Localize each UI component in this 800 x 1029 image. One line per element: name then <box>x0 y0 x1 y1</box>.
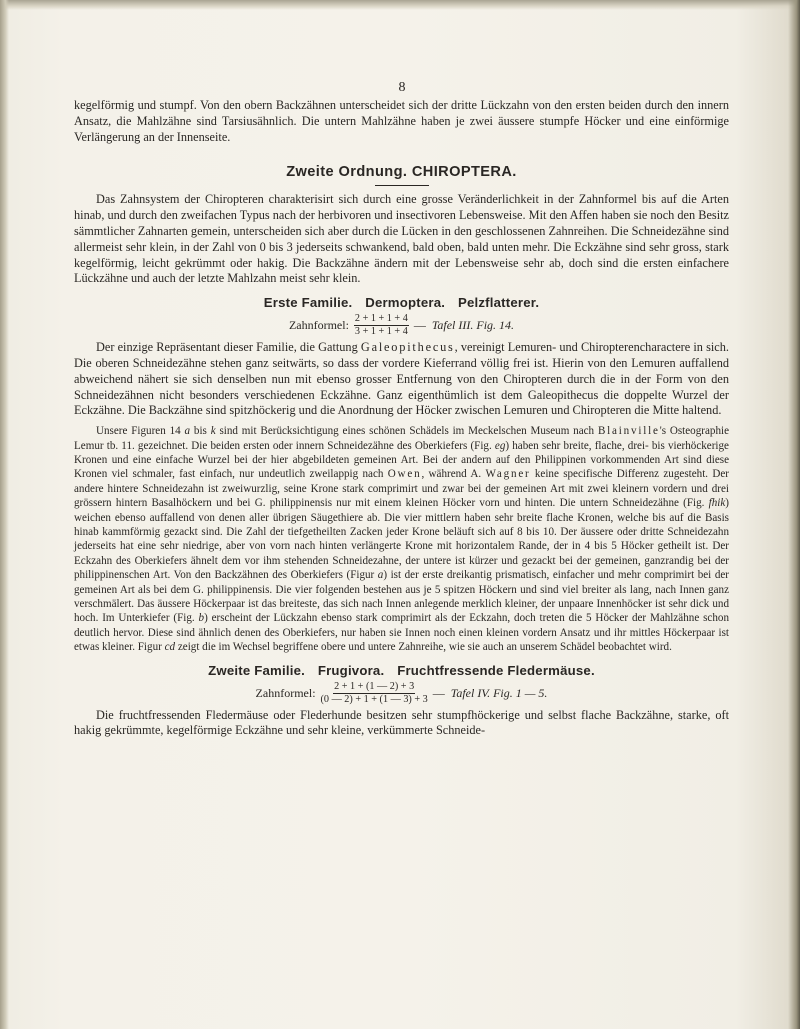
text-run: ) ist der erste dreikantig prismatisch, einfacher und mehr comprimirt bei der gemeinen Art als bei dem G. philippinensis. Die vier folgenden bestehen aus je 5 spitzen Höckern und sind viel breiter als lang, nach Innen ganz verschmälert. Das äussere Höckerpaar ist das breiteste, das sich nach Innen anlegende merklich kleiner, der unpaare Innenhöcker ist sehr dick und hoch. Im Unterkiefer (Fig. <box>74 569 729 625</box>
formula-numerator: 2 + 1 + 1 + 4 <box>354 313 408 325</box>
page-number: 8 <box>398 80 406 95</box>
page-content <box>74 98 729 739</box>
intro-paragraph: kegelförmig und stumpf. Von den obern Backzähnen unterscheidet sich der dritte Lückzahn von den ersten beiden durch den innern Ansatz, die Mahlzähne sind Tarsiusähnlich. Die untern Mahlzähne haben je zwei äussere stumpfe Höcker und eine einförmige Verlängerung an der Innenseite. <box>74 98 729 144</box>
order-name: CHIROPTERA. <box>411 164 517 181</box>
text-run: ) erscheint der Lückzahn ebenso stark comprimirt als der Eckzahn, doch treten die 5 Höcker der Mahlzähne schon deutlich hervor. Diese sind ähnlich denen des Oberkiefers, nur haben sie Innen noch einen kleinen vordern Ansatz und ihr mittles Höckerpaar ist etwas kleiner. Figur <box>74 612 729 654</box>
text-run: , vereinigt Lemuren- und Chiropterencharactere in sich. Die oberen Schneidezähne stehen ganz seitwärts, so dass der vordere Kieferrand völlig frei ist. Hierin von den Lemuren auffallend abweichend nähert sie sich denselben nun mit ebenso grosser Entfernung von den Chiropteren durch die in der Form von den Schneidezähnen nicht besonders verschiedenen Eckzähne. Ganz eigenthümlich ist dem Galeopithecus die doppelte Wurzel der Eckzähne. Die Backzähne sind spitzhöckerig und die Anordnung der Höcker zwischen Lemuren und Chiropteren die Mitte haltend. <box>74 340 729 418</box>
family-2-label: Zweite Familie. <box>208 662 305 678</box>
formula-dash: — <box>413 318 426 333</box>
text-run: , während A. <box>421 468 486 481</box>
family-2-german: Fruchtfressende Fledermäuse. <box>397 662 595 678</box>
order-paragraph: Das Zahnsystem der Chiropteren charakterisirt sich durch eine grosse Veränderlichkeit in der Zahnformel bis auf die Arten hinab, und durch den zweifachen Typus nach der herbivoren und insectivoren Lebensweise. Mit den Affen haben sie noch den Besitz sämmtlicher Zahnarten gemein, unterscheiden sich aber durch die Lücken in den geschlossenen Zahnreihen. Die Schneidezähne sind allermeist sehr klein, in der Zahl von 0 bis 3 jederseits schwankend, bald oben, bald unten mehr. Die Eckzähne sind sehr gross, stark kegelförmig, leicht gekrümmt oder hakig. Die Backzähne ändern mit der Lebensweise sehr ab, doch sind die ersten einfachere Lückzähne und auch der letzte Mahlzahn meist sehr klein. <box>74 192 729 286</box>
page-right-edge <box>788 0 800 1029</box>
figure-ref: k <box>210 425 216 438</box>
text-run: sind mit Berücksichtigung eines schönen Schädels im Meckelschen Museum nach <box>215 425 598 438</box>
genus-name: Galeopithecus <box>360 340 455 355</box>
family-1-paragraph <box>74 340 729 419</box>
formula-fraction <box>321 681 428 706</box>
family-1-label: Erste Familie. <box>263 295 353 311</box>
figure-ref: a <box>184 425 191 438</box>
family-2-latin: Frugivora. <box>317 662 385 678</box>
formula-denominator: (0 — 2) + 1 + (1 — 3) + 3 <box>320 693 428 705</box>
order-heading <box>74 164 729 180</box>
figure-ref: eg <box>494 439 506 452</box>
figure-ref: b <box>198 612 205 625</box>
formula-numerator: 2 + 1 + (1 — 2) + 3 <box>334 680 415 692</box>
text-run: Der einzige Repräsentant dieser Familie, die Gattung <box>96 340 361 355</box>
page-top-edge <box>0 0 800 10</box>
formula-denominator: 3 + 1 + 1 + 4 <box>354 326 408 338</box>
family-1-heading <box>74 295 729 310</box>
figure-ref: a <box>377 569 384 582</box>
figure-ref: fhik <box>708 497 726 510</box>
formula-fraction <box>354 313 409 338</box>
formula-reference: Tafel IV. Fig. 1 — 5. <box>450 685 548 700</box>
page-left-edge <box>0 0 9 1029</box>
text-run: 's Osteographie Lemur tb. 11. gezeichnet. Die beiden ersten oder innern Schneidezähne des Oberkiefers (Fig. <box>74 425 729 452</box>
family-2-heading <box>74 663 729 678</box>
text-run: ) weichen ebenso auffallend von denen aller übrigen Säugethiere ab. Die vier mittlern haben sehr breite flache Kronen, welche bis auf die Basis hinab kammförmig gezackt sind. Die Zahl der tiefgetheilten Zacken jeder Krone beläuft sich auf 8 bis 10. Der äussere oder dritte Schneidezahn jederseits hat eine sehr niedrige, aber von vorn nach hinten verlängerte Krone mit horizontalem Rande, der in 4 bis 5 Höcker getheilt ist. Der Eckzahn des Oberkiefers ähnelt dem vor ihm stehenden Schneidezahne, der untere ist kürzer und gezackt bei der gemeinen, ganzrandig bei der philippinenschen Art. Von den Backzähnen des Oberkiefers (Figur <box>74 497 729 582</box>
author-name: Blainville <box>597 425 660 438</box>
family-2-paragraph: Die fruchtfressenden Fledermäuse oder Flederhunde besitzen sehr stumpfhöckerige und selbst flache Backzähne, starke, oft hakig gekrümmte, kegelförmige Eckzähne und sehr kleine, verkümmerte Schneide- <box>74 707 729 738</box>
text-run: Unsere Figuren 14 <box>96 425 185 438</box>
author-name: Owen <box>387 468 422 481</box>
formula-reference: Tafel III. Fig. 14. <box>431 318 515 333</box>
formula-dash: — <box>432 685 445 700</box>
text-run: bis <box>190 425 211 438</box>
family-1-latin: Dermoptera. <box>365 295 446 311</box>
family-1-formula <box>74 313 729 338</box>
order-label: Zweite Ordnung. <box>286 164 408 181</box>
figure-description-paragraph <box>74 424 729 655</box>
formula-label: Zahnformel: <box>288 318 349 333</box>
text-run: ) haben sehr breite, flache, drei- bis vierhöckerige Kronen und eine einfache Wurzel bei der hier abgebildeten gemeinen Art. Bei der andern auf den Philippinen vorkommenden Art sind diese Kronen viel schmaler, fast einfach, nur undeutlich zweilappig nach <box>74 439 729 481</box>
author-name: Wagner <box>485 468 531 481</box>
figure-ref: cd <box>164 641 176 654</box>
family-2-formula <box>74 681 729 706</box>
formula-label: Zahnformel: <box>255 685 316 700</box>
text-run: keine specifische Differenz zugesteht. Der andere hintere Schneidezahn ist zweiwurzlig, seine Krone stark comprimirt und zwar bei der gemeinen Art mit zwei kleinern vordern und drei grössern hintern Basalhöckern und bei G. philippinensis nur mit einem kleinen Höcker vorn und hinten. Die untern Schneidezähne (Fig. <box>74 468 729 510</box>
heading-rule <box>375 185 429 186</box>
text-run: zeigt die im Wechsel begriffene obere und untere Zahnreihe, wie sie auch an unserem Schädel beobachtet wird. <box>175 641 672 654</box>
family-1-german: Pelzflatterer. <box>457 295 540 311</box>
